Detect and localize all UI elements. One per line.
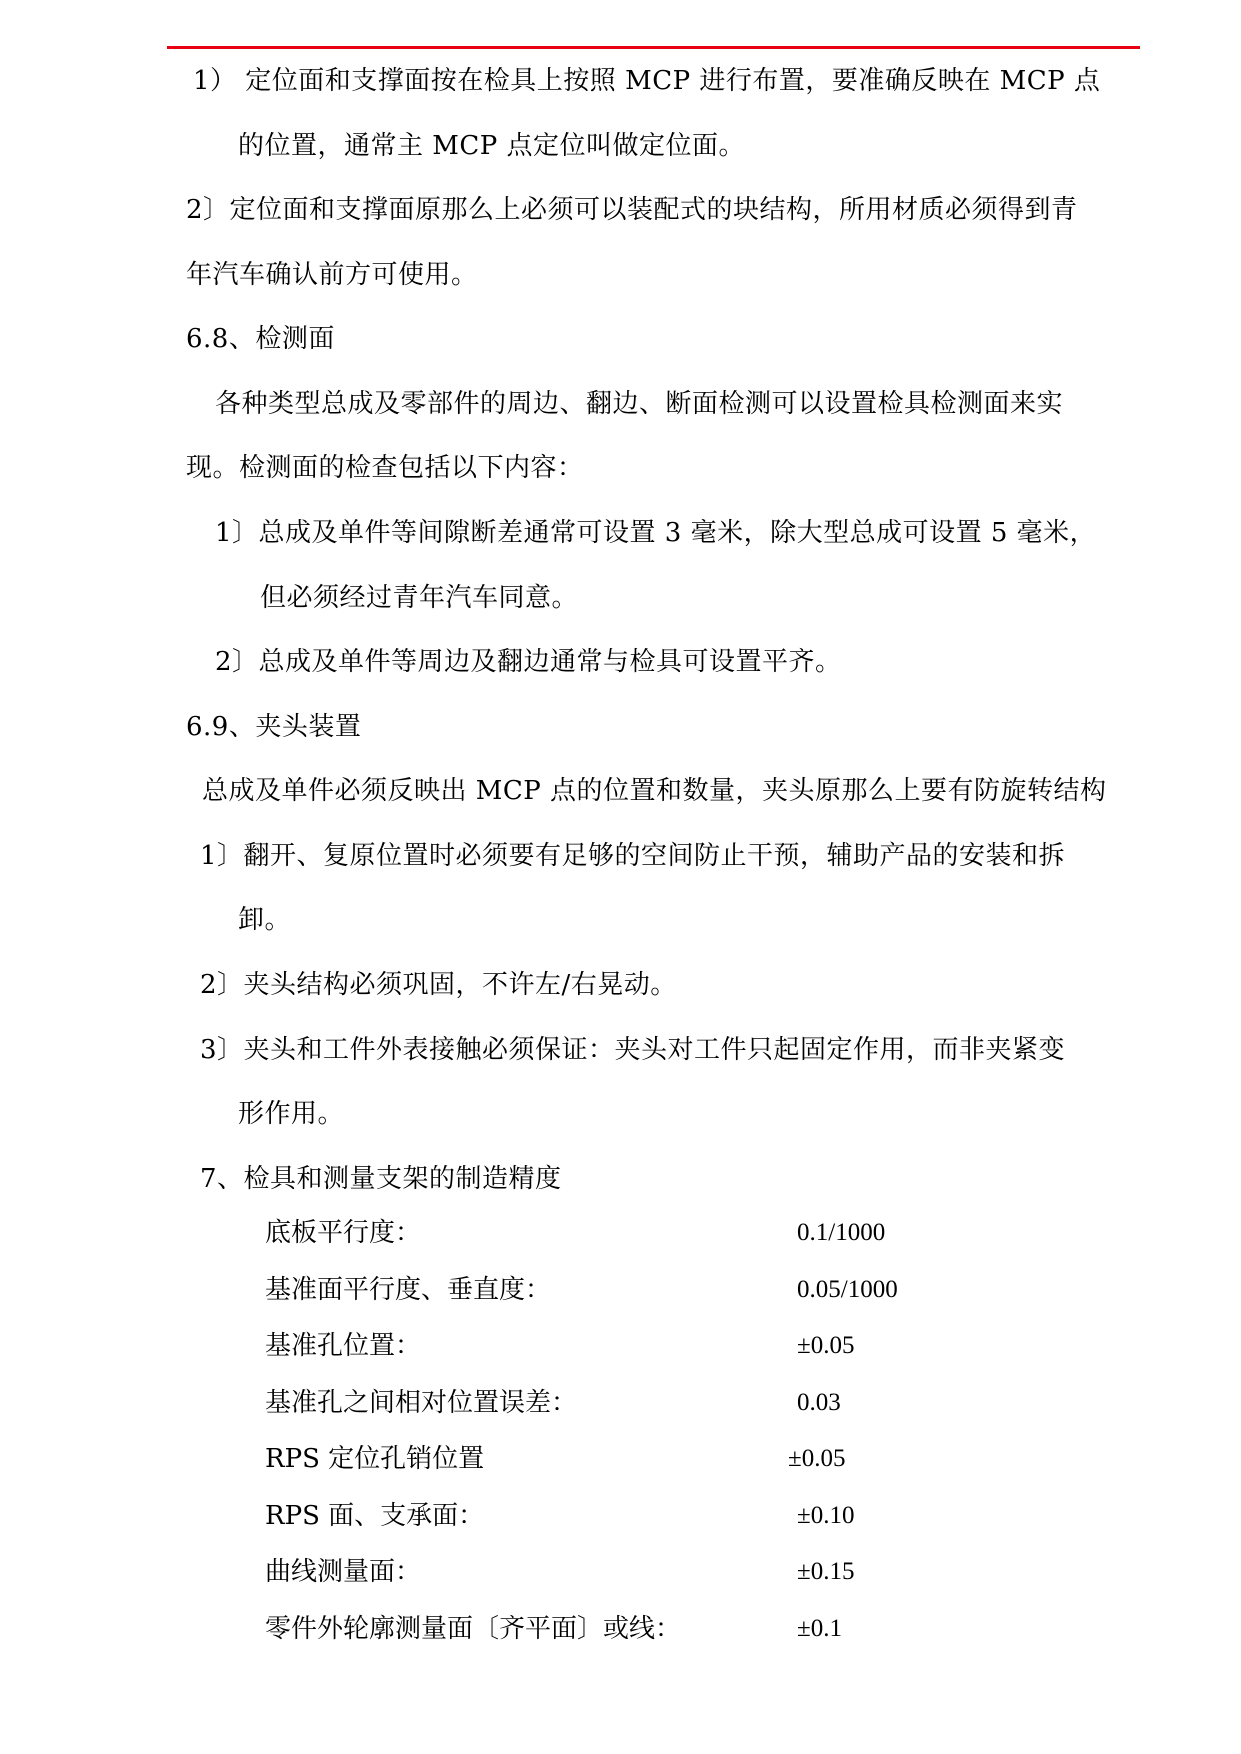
section-heading: 6.8、检测面 [186,324,335,354]
spec-value: 0.05/1000 [797,1276,898,1303]
paragraph-line: 总成及单件必须反映出 MCP 点的位置和数量，夹头原那么上要有防旋转结构 [202,776,1107,806]
spec-value: 0.1/1000 [797,1219,886,1246]
header-rule [167,46,1140,49]
spec-value: ±0.15 [797,1558,855,1585]
spec-label: 基准面平行度、垂直度： [265,1275,552,1305]
paragraph-line: 年汽车确认前方可使用。 [186,260,478,290]
paragraph-line: 1） 定位面和支撑面按在检具上按照 MCP 进行布置，要准确反映在 MCP 点 [193,66,1101,96]
paragraph-line: 形作用。 [238,1099,345,1129]
section-heading: 7、检具和测量支架的制造精度 [200,1164,562,1194]
paragraph-line: 1〕总成及单件等间隙断差通常可设置 3 毫米，除大型总成可设置 5 毫米， [215,518,1097,548]
spec-value: ±0.10 [797,1502,855,1529]
spec-value: ±0.05 [788,1445,846,1472]
paragraph-line: 各种类型总成及零部件的周边、翻边、断面检测可以设置检具检测面来实 [215,389,1064,419]
paragraph-line: 2〕定位面和支撑面原那么上必须可以装配式的块结构，所用材质必须得到青 [186,195,1078,225]
paragraph-line: 的位置，通常主 MCP 点定位叫做定位面。 [238,131,746,161]
paragraph-line: 2〕夹头结构必须巩固，不许左/右晃动。 [200,970,677,1000]
paragraph-line: 卸。 [238,905,292,935]
paragraph-line: 3〕夹头和工件外表接触必须保证：夹头对工件只起固定作用，而非夹紧变 [200,1035,1066,1065]
spec-label: 基准孔位置： [265,1331,422,1361]
paragraph-line: 但必须经过青年汽车同意。 [260,583,579,613]
spec-label: 基准孔之间相对位置误差： [265,1388,578,1418]
section-heading: 6.9、夹头装置 [186,712,362,742]
paragraph-line: 2〕总成及单件等周边及翻边通常与检具可设置平齐。 [215,647,842,677]
paragraph-line: 1〕翻开、复原位置时必须要有足够的空间防止干预，辅助产品的安装和拆 [200,841,1066,871]
spec-value: 0.03 [797,1389,841,1416]
spec-value: ±0.1 [797,1615,842,1642]
spec-label: RPS 定位孔销位置 [265,1444,485,1474]
spec-value: ±0.05 [797,1332,855,1359]
paragraph-line: 现。检测面的检查包括以下内容： [186,453,584,483]
spec-label: 零件外轮廓测量面〔齐平面〕或线： [265,1614,682,1644]
spec-label: RPS 面、支承面： [265,1501,485,1531]
spec-label: 底板平行度： [265,1218,422,1248]
spec-label: 曲线测量面： [265,1557,422,1587]
